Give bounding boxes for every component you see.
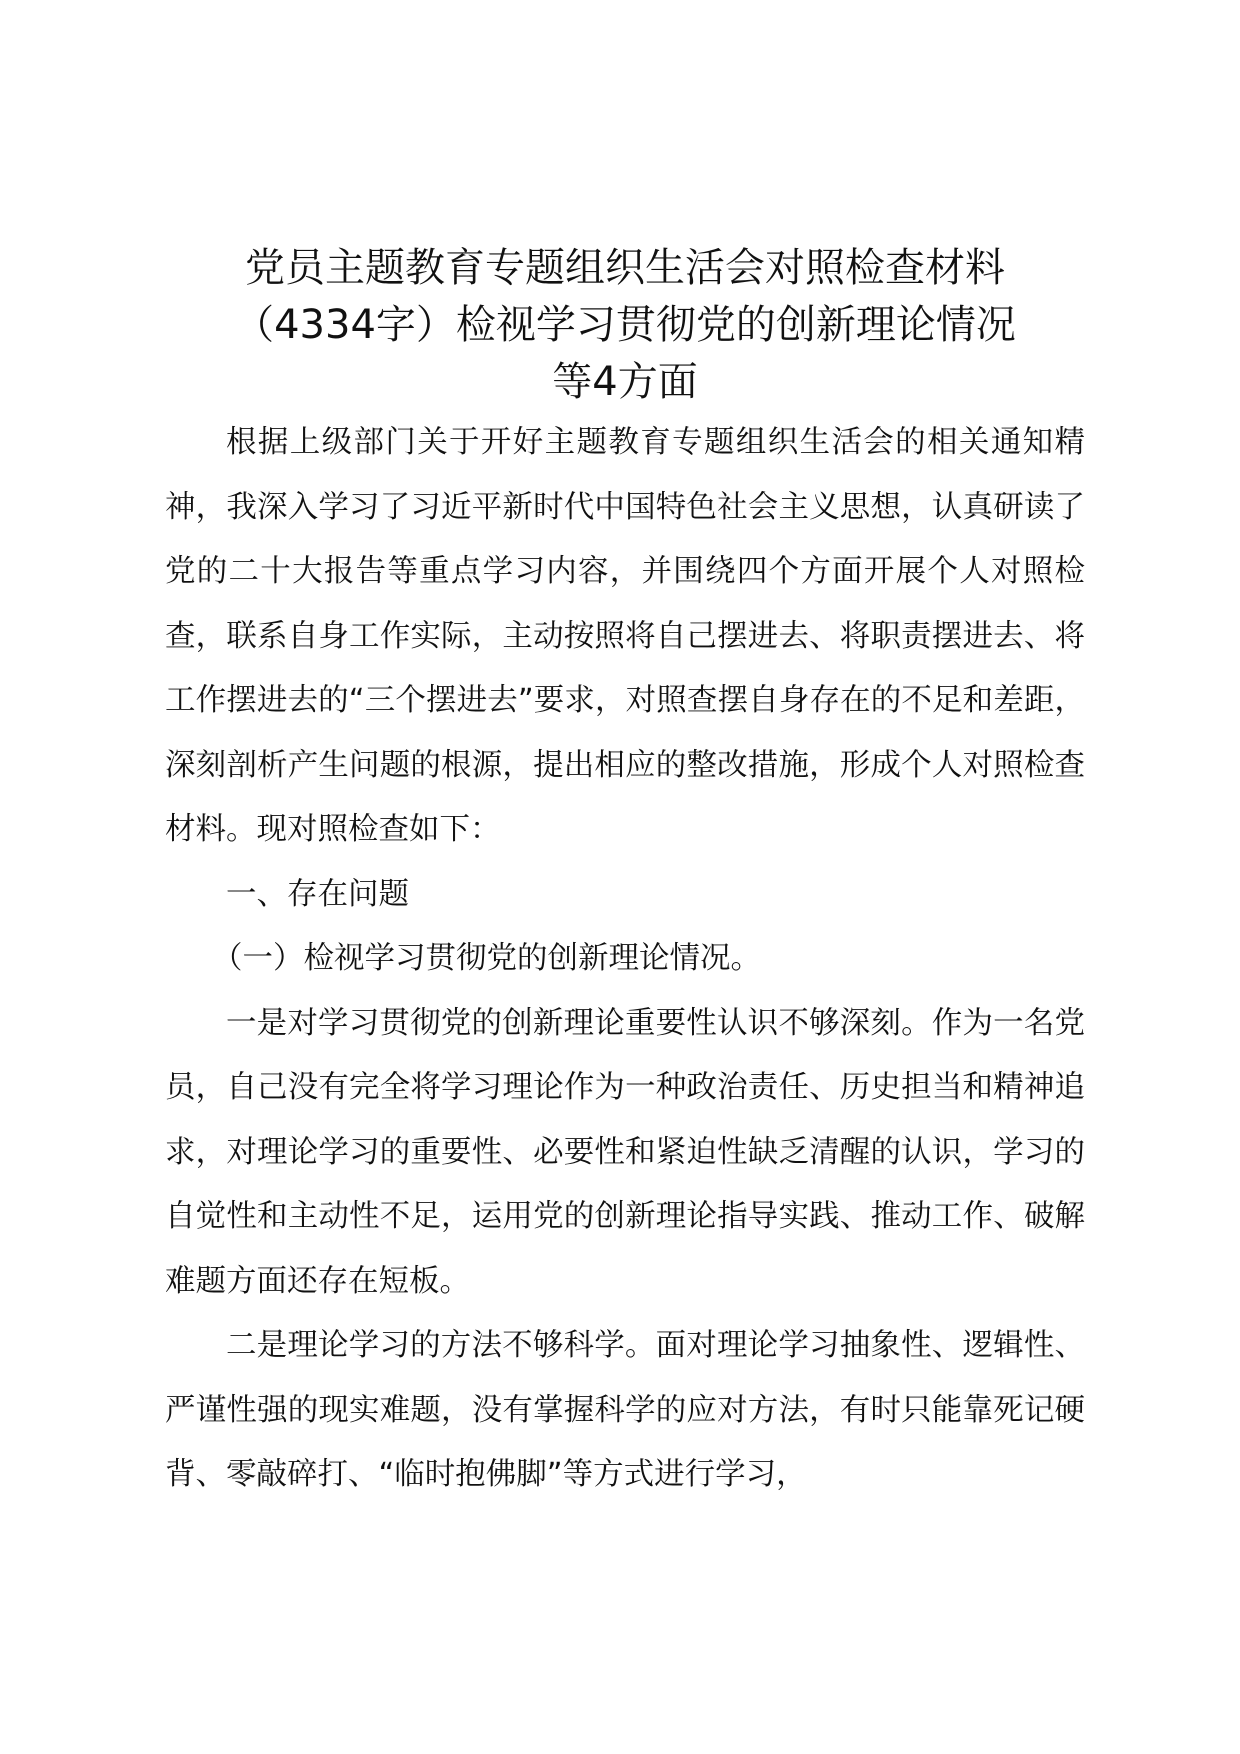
section-heading: 一、存在问题 <box>226 876 409 912</box>
document-title <box>165 240 1085 411</box>
intro-paragraph: 根据上级部门关于开好主题教育专题组织生活会的相关通知精神，我深入学习了习近平新时代中国特色社会主义思想，认真研读了党的二十大报告等重点学习内容，并围绕四个方面开展个人对照检查，联系自身工作实际，主动按照将自己摆进去、将职责摆进去、将工作摆进去的“三个摆进去”要求，对照查摆自身存在的不足和差距，深刻剖析产生问题的根源，提出相应的整改措施，形成个人对照检查材料。现对照检查如下： <box>165 425 1085 847</box>
point-paragraph-1: 一是对学习贯彻党的创新理论重要性认识不够深刻。作为一名党员，自己没有完全将学习理论作为一种政治责任、历史担当和精神追求，对理论学习的重要性、必要性和紧迫性缺乏清醒的认识，学习的自觉性和主动性不足，运用党的创新理论指导实践、推动工作、破解难题方面还存在短板。 <box>165 1005 1085 1299</box>
point-paragraph-2: 二是理论学习的方法不够科学。面对理论学习抽象性、逻辑性、严谨性强的现实难题，没有掌握科学的应对方法，有时只能靠死记硬背、零敲碎打、“临时抱佛脚”等方式进行学习， <box>165 1328 1085 1492</box>
title-line-1: 党员主题教育专题组织生活会对照检查材料 <box>245 245 1005 291</box>
subsection-heading: （一）检视学习贯彻党的创新理论情况。 <box>212 941 761 976</box>
title-line-2: （4334字）检视学习贯彻党的创新理论情况 <box>234 302 1016 348</box>
title-line-3: 等4方面 <box>552 359 698 405</box>
subsection-heading-wrap <box>151 927 1085 992</box>
document-page <box>165 240 1085 1508</box>
